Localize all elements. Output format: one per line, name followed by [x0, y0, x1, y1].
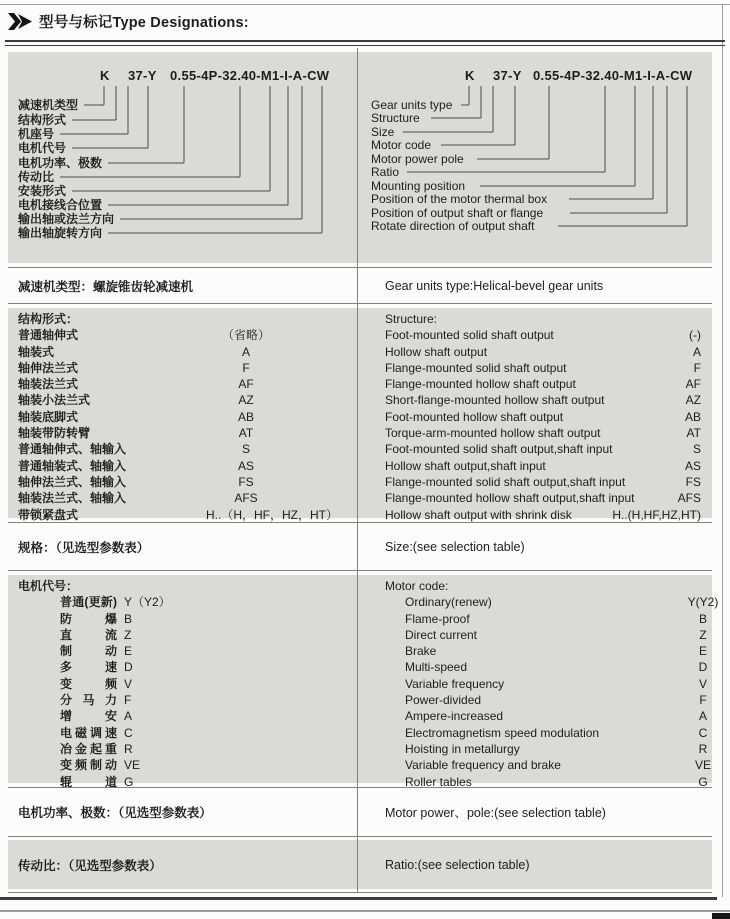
- diagram-label: 机座号: [18, 127, 55, 141]
- structure-label-en: Hollow shaft output,shaft input: [385, 458, 546, 473]
- structure-label-en: Foot-mounted hollow shaft output: [385, 409, 564, 424]
- structure-item: [385, 409, 712, 425]
- motor-code-en: E: [698, 644, 707, 659]
- structure-item: [385, 392, 712, 408]
- motor-code-zh: A: [124, 709, 133, 724]
- structure-item: [18, 441, 357, 457]
- gear-type-en: Gear units type:Helical-bevel gear units: [385, 278, 604, 293]
- code-part-gear-type: K: [100, 68, 110, 83]
- motor-code-en: G: [698, 774, 708, 789]
- structure-item: [385, 360, 712, 376]
- structure-label-zh: 轴伸法兰式、轴输入: [18, 474, 127, 489]
- ratio-zh: 传动比：（见选型参数表）: [18, 858, 162, 873]
- diagram-label: 电机功率、极数: [18, 156, 103, 170]
- page-top-border: [0, 4, 730, 5]
- motor-code-item: [60, 676, 357, 692]
- motor-term-zh: 增安: [60, 709, 117, 724]
- diagram-label: 输出轴或法兰方向: [18, 212, 115, 226]
- diagram-label: 输出轴旋转方向: [18, 226, 103, 240]
- motor-term-en: Flame-proof: [405, 611, 470, 626]
- motor-code-item: [405, 774, 712, 790]
- structure-item: [385, 490, 712, 506]
- diagram-label: 减速机类型: [18, 98, 79, 112]
- motor-code-zh: V: [124, 676, 133, 691]
- structure-item: [18, 490, 357, 506]
- structure-item: [385, 425, 712, 441]
- structure-title-zh: 结构形式：: [18, 312, 79, 326]
- structure-code-zh: S: [241, 442, 250, 457]
- motor-term-zh: 电磁调速: [60, 725, 117, 740]
- motor-term-en: Roller tables: [405, 774, 472, 789]
- diagram-label: 传动比: [18, 170, 55, 184]
- motor-power-zh: 电机功率、极数：（见选型参数表）: [18, 806, 212, 820]
- motor-term-en: Variable frequency and brake: [405, 758, 561, 773]
- structure-label-en: Short-flange-mounted hollow shaft output: [385, 393, 605, 408]
- structure-code-zh: AB: [237, 409, 254, 424]
- motor-code-item: [405, 741, 712, 757]
- type-designation-table: [8, 48, 719, 893]
- motor-term-zh: 变频制动: [60, 758, 117, 773]
- motor-code-item: [405, 659, 712, 675]
- section-size: [8, 523, 712, 571]
- structure-label-en: Torque-arm-mounted hollow shaft output: [385, 426, 601, 441]
- motor-code-item: [405, 757, 712, 773]
- structure-label-zh: 轴装法兰式、轴输入: [18, 491, 127, 506]
- structure-item: [385, 327, 712, 343]
- motor-code-item: [405, 708, 712, 724]
- motor-code-en: B: [698, 611, 707, 626]
- motor-term-en: Direct current: [405, 627, 478, 642]
- motor-code-title-en: Motor code:: [385, 579, 449, 593]
- motor-code-zh: Y（Y2）: [124, 595, 171, 610]
- structure-label-en: Flange-mounted hollow shaft output,shaft input: [385, 491, 635, 506]
- code-part-size-motor: 37-Y: [128, 68, 157, 83]
- structure-item: [385, 474, 712, 490]
- motor-term-zh: 分马力: [60, 693, 117, 708]
- structure-label-en: Flange-mounted solid shaft output,shaft input: [385, 474, 626, 489]
- code-part-gear-type: K: [465, 68, 475, 83]
- motor-code-zh: VE: [124, 758, 141, 773]
- structure-label-zh: 带锁紧盘式: [18, 507, 79, 522]
- structure-title-en: Structure:: [385, 312, 438, 326]
- gear-type-zh: 减速机类型：螺旋锥齿轮减速机: [18, 279, 194, 294]
- type-code-diagram-en: [357, 52, 712, 264]
- diagram-label: Structure: [371, 111, 420, 125]
- motor-code-item: [405, 594, 719, 610]
- motor-code-zh: G: [124, 774, 134, 789]
- diagram-label: 电机代号: [18, 141, 67, 155]
- motor-term-en: Multi-speed: [405, 660, 468, 675]
- structure-code-zh: AT: [238, 426, 254, 441]
- structure-code-en: AS: [684, 458, 701, 473]
- motor-code-item: [60, 659, 357, 675]
- section-motor-code: [8, 571, 719, 789]
- motor-code-item: [60, 692, 357, 708]
- motor-code-en: Y(Y2): [687, 595, 719, 610]
- structure-item: [18, 474, 357, 490]
- page-bottom-rule-thick: [0, 897, 717, 900]
- size-en: Size:(see selection table): [385, 539, 525, 554]
- motor-term-zh: 直流: [60, 627, 117, 642]
- motor-code-item: [60, 757, 357, 773]
- structure-code-en: AF: [685, 377, 701, 392]
- diagram-label: Motor code: [371, 138, 432, 152]
- motor-term-zh: 冶金起重: [60, 741, 117, 756]
- code-part-rest: 0.55-4P-32.40-M1-I-A-CW: [170, 68, 330, 83]
- structure-item: [385, 507, 712, 523]
- motor-power-en: Motor power、pole:(see selection table): [385, 806, 606, 820]
- page-corner-tab: [712, 913, 730, 919]
- structure-item: [18, 507, 357, 523]
- motor-code-en: D: [698, 660, 708, 675]
- structure-item: [18, 392, 357, 408]
- structure-code-en: AFS: [677, 491, 701, 506]
- motor-code-item: [405, 725, 712, 741]
- structure-item: [385, 441, 712, 457]
- structure-code-zh: AZ: [238, 393, 254, 408]
- structure-label-zh: 普通轴伸式: [18, 328, 79, 343]
- page-title: 型号与标记Type Designations:: [39, 15, 249, 31]
- motor-code-en: Z: [699, 627, 707, 642]
- type-code-text: [465, 68, 693, 83]
- diagram-label: 电机接线合位置: [18, 198, 103, 212]
- motor-term-en: Electromagnetism speed modulation: [405, 725, 600, 740]
- structure-label-zh: 轴伸法兰式: [18, 360, 79, 375]
- structure-item: [18, 425, 357, 441]
- diagram-label: Ratio: [371, 165, 400, 179]
- page-header: [8, 11, 249, 32]
- motor-code-item: [405, 676, 712, 692]
- header-rule-thin: [5, 45, 725, 46]
- structure-item: [18, 376, 357, 392]
- structure-label-zh: 普通轴伸式、轴输入: [18, 442, 127, 457]
- motor-code-zh: F: [124, 693, 132, 708]
- motor-term-en: Ordinary(renew): [405, 595, 492, 610]
- structure-item: [18, 344, 357, 360]
- ratio-en: Ratio:(see selection table): [385, 857, 530, 872]
- section-motor-power: [8, 788, 712, 837]
- motor-term-zh: 防爆: [60, 611, 117, 626]
- motor-term-zh: 变频: [60, 676, 117, 691]
- structure-label-en: Foot-mounted solid shaft output: [385, 328, 554, 343]
- structure-code-zh: FS: [238, 474, 254, 489]
- diagram-label: Size: [371, 125, 395, 139]
- motor-code-en: R: [698, 741, 708, 756]
- structure-label-zh: 轴装带防转臂: [18, 426, 91, 441]
- motor-term-en: Brake: [405, 644, 437, 659]
- diagram-label: 结构形式: [18, 113, 67, 127]
- structure-code-zh: A: [241, 344, 250, 359]
- motor-term-en: Variable frequency: [405, 676, 505, 691]
- type-code-diagram-zh: [8, 52, 357, 264]
- structure-code-zh: F: [242, 360, 250, 375]
- structure-label-zh: 轴装小法兰式: [18, 393, 91, 408]
- structure-label-zh: 轴装底脚式: [18, 409, 79, 424]
- motor-code-en: V: [698, 676, 707, 691]
- structure-code-zh: （省略）: [221, 328, 270, 343]
- structure-label-zh: 轴装式: [18, 344, 55, 359]
- motor-term-zh: 普通(更新): [60, 595, 117, 610]
- structure-label-en: Hollow shaft output: [385, 344, 488, 359]
- motor-code-zh: D: [124, 660, 133, 675]
- motor-code-zh: R: [124, 741, 133, 756]
- structure-code-en: A: [692, 344, 701, 359]
- size-zh: 规格：（见选型参数表）: [18, 540, 150, 555]
- motor-term-en: Power-divided: [405, 693, 482, 708]
- motor-code-item: [60, 708, 357, 724]
- structure-item: [18, 360, 357, 376]
- diagram-label: Rotate direction of output shaft: [371, 219, 535, 233]
- motor-code-en: A: [698, 709, 707, 724]
- structure-label-zh: 轴装法兰式: [18, 377, 79, 392]
- structure-label-en: Flange-mounted solid shaft output: [385, 360, 567, 375]
- structure-item: [385, 458, 712, 474]
- motor-code-item: [60, 594, 357, 610]
- section-code-diagram: [8, 48, 712, 268]
- code-part-size-motor: 37-Y: [493, 68, 522, 83]
- motor-code-item: [405, 692, 712, 708]
- structure-item: [385, 376, 712, 392]
- structure-code-en: (-): [689, 328, 701, 343]
- structure-item: [18, 327, 357, 343]
- double-right-arrow-icon: [8, 13, 32, 30]
- motor-code-zh: B: [124, 611, 133, 626]
- structure-code-en: F: [693, 360, 701, 375]
- diagram-label: 安装形式: [18, 184, 67, 198]
- diagram-label: Motor power pole: [371, 152, 464, 166]
- motor-code-item: [405, 611, 712, 627]
- page-bottom-rule-thin: [0, 910, 730, 912]
- section-gear-type: [8, 268, 712, 304]
- motor-term-en: Ampere-increased: [405, 709, 504, 724]
- structure-code-en: S: [692, 442, 701, 457]
- diagram-label: Gear units type: [371, 98, 453, 112]
- structure-code-en: AT: [686, 426, 701, 441]
- structure-label-en: Flange-mounted hollow shaft output: [385, 377, 576, 392]
- motor-code-item: [60, 774, 357, 790]
- structure-code-zh: AF: [238, 377, 254, 392]
- motor-term-zh: 辊道: [60, 774, 117, 789]
- diagram-label: Mounting position: [371, 179, 466, 193]
- diagram-label: Position of the motor thermal box: [371, 192, 548, 206]
- motor-code-en: F: [699, 693, 707, 708]
- motor-code-title-zh: 电机代号：: [18, 579, 79, 593]
- structure-code-zh: AS: [237, 458, 254, 473]
- motor-code-item: [405, 643, 712, 659]
- code-part-rest: 0.55-4P-32.40-M1-I-A-CW: [533, 68, 693, 83]
- header-rule-thick: [5, 40, 725, 42]
- diagram-labels-zh: [17, 97, 114, 240]
- motor-code-item: [405, 627, 712, 643]
- motor-code-item: [60, 611, 357, 627]
- structure-code-en: FS: [685, 474, 701, 489]
- motor-code-item: [60, 741, 357, 757]
- motor-term-en: Hoisting in metallurgy: [405, 741, 520, 756]
- motor-term-zh: 制动: [60, 644, 117, 659]
- structure-label-en: Hollow shaft output with shrink disk: [385, 507, 572, 522]
- column-divider: [357, 48, 358, 893]
- motor-code-item: [60, 725, 357, 741]
- structure-code-en: H..(H,HF,HZ,HT): [612, 507, 701, 522]
- structure-item: [385, 344, 712, 360]
- type-code-text: [100, 68, 330, 83]
- motor-code-zh: E: [124, 644, 133, 659]
- motor-code-item: [60, 643, 357, 659]
- motor-code-en: VE: [694, 758, 711, 773]
- motor-code-en: C: [698, 725, 708, 740]
- structure-code-zh: AFS: [234, 491, 258, 506]
- structure-code-en: AB: [684, 409, 701, 424]
- section-structure: [8, 304, 712, 523]
- motor-code-zh: Z: [124, 627, 132, 642]
- motor-code-item: [60, 627, 357, 643]
- structure-item: [18, 458, 357, 474]
- structure-code-zh: H..（H，HF，HZ，HT）: [206, 507, 338, 522]
- structure-label-en: Foot-mounted solid shaft output,shaft input: [385, 442, 613, 457]
- section-ratio: [8, 837, 712, 893]
- structure-label-zh: 普通轴装式、轴输入: [18, 458, 127, 473]
- motor-code-zh: C: [124, 725, 133, 740]
- motor-term-zh: 多速: [60, 660, 117, 675]
- diagram-label: Position of output shaft or flange: [371, 206, 544, 220]
- structure-code-en: AZ: [685, 393, 701, 408]
- structure-item: [18, 409, 357, 425]
